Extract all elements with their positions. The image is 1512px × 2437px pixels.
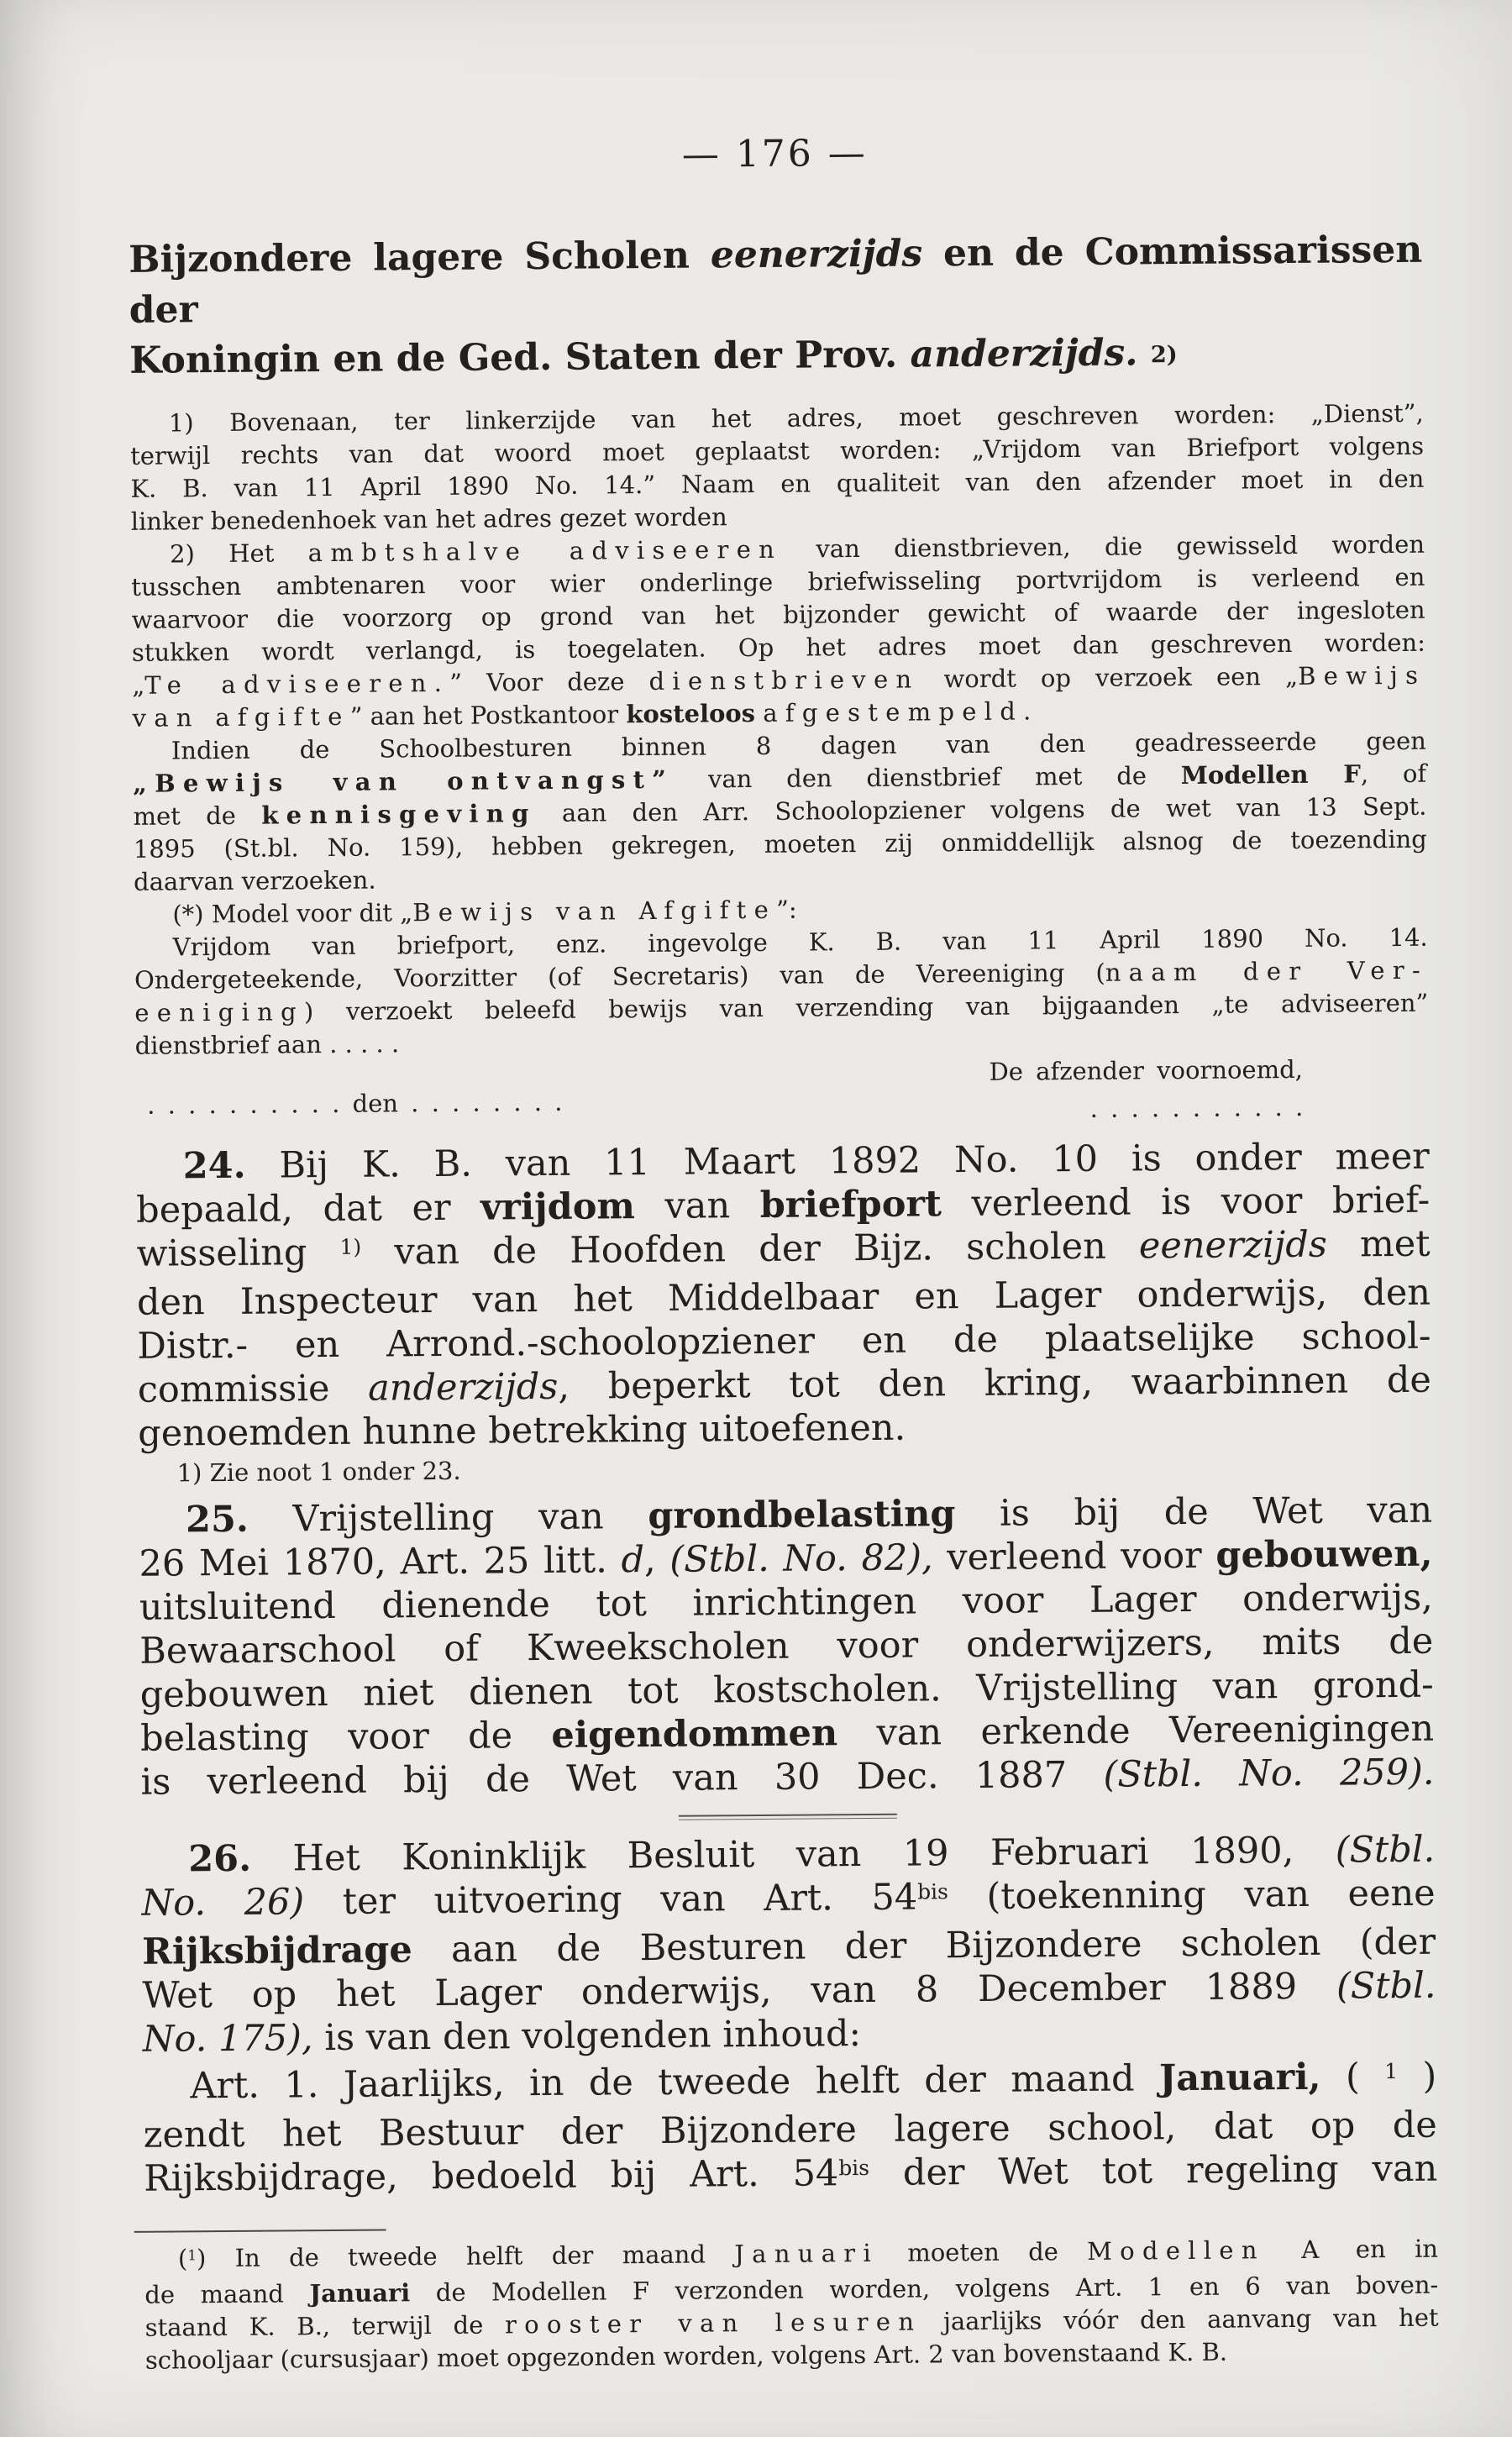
form-signature-dots: . . . . . . . . . . . — [1089, 1092, 1304, 1123]
text-line — [144, 2147, 1437, 2206]
text-run: 2) Het — [169, 538, 308, 569]
footnote-separator-rule — [134, 2230, 386, 2233]
text-run: , — [643, 1538, 670, 1582]
text-run: belasting voor de — [139, 1714, 552, 1760]
text-run: 1 — [187, 2245, 197, 2263]
text-run: schooljaar (cursusjaar) moet opgezonden worden, volgens Art. 2 van bovenstaand K. B. — [144, 2337, 1228, 2375]
text-run: ambtshalve adviseeren — [307, 534, 783, 568]
text-run: briefport — [759, 1183, 942, 1226]
text-run: den Inspecteur van het Middelbaar en Lager onderwijs, den — [136, 1271, 1431, 1324]
text-run: moeten de — [878, 2236, 1088, 2267]
form-left — [135, 1059, 563, 1143]
text-run: commissie — [137, 1367, 369, 1411]
text-run: Koningin en de Ged. Staten der Prov. — [129, 333, 911, 382]
text-run: Te adviseeren. — [144, 668, 450, 700]
text-run: 24. — [182, 1144, 246, 1188]
text-run: ( — [177, 2244, 188, 2273]
text-run: verleend is voor brief- — [941, 1179, 1431, 1226]
model-form-block — [135, 1053, 1430, 1143]
paragraph-26 — [141, 1828, 1436, 2061]
text-run: Modellen A — [1087, 2235, 1327, 2266]
page-heading — [129, 225, 1423, 391]
text-run: waarvoor die voorzorg op grond van het bijzonder gewicht of waarde der ingesloten — [131, 595, 1425, 634]
page-number: — 176 — — [681, 131, 869, 176]
text-run: de Modellen F verzonden worden, volgens Art. 1 en 6 van boven- — [410, 2270, 1439, 2308]
text-run: aan de Besturen der Bijzondere scholen (der — [412, 1920, 1436, 1972]
text-run: anderzijds — [367, 1365, 559, 1410]
text-run: Modellen F — [1180, 759, 1362, 790]
text-run: eigendommen — [551, 1712, 838, 1757]
text-run: ” Voor deze — [449, 666, 649, 697]
text-run: afgestempeld. — [763, 696, 1039, 727]
text-run: rooster van lesuren — [504, 2307, 922, 2340]
text-run: grondbelasting — [648, 1493, 956, 1538]
text-run: 1895 (St.bl. No. 159), hebben gekregen, moeten zij onmiddellijk alsnog de toezending — [133, 824, 1427, 864]
text-run: is bij de Wet van — [955, 1489, 1433, 1536]
text-run: jaarlijks vóór den aanvang van het — [921, 2303, 1439, 2336]
text-run: gebouwen, — [1215, 1532, 1433, 1577]
section-divider-rule — [679, 1814, 897, 1820]
footnote-block — [144, 2233, 1439, 2377]
text-run: Rijksbijdrage, bedoeld bij Art. 54 — [144, 2152, 839, 2200]
text-run — [755, 699, 763, 727]
text-run: No. 175), — [142, 2017, 313, 2061]
text-run: ) — [1397, 2055, 1437, 2098]
text-run: eenerzijds — [1138, 1223, 1328, 1268]
text-run: bis — [917, 1878, 948, 1904]
text-line — [129, 326, 1423, 391]
text-run: „Bewijs van ontvangst” — [133, 764, 675, 798]
form-right — [989, 1053, 1429, 1137]
text-run: uitsluitend dienende tot inrichtingen voor Lager onderwijs, — [139, 1576, 1434, 1629]
text-run: „ — [132, 670, 145, 700]
text-run: 25. — [185, 1498, 249, 1542]
text-run: , of — [1360, 759, 1427, 789]
text-run: van erkende Vereenigingen — [837, 1707, 1435, 1755]
text-run: dienstbrieven — [648, 664, 920, 696]
form-den-line: . . . . . . . . . . den . . . . . . . . — [147, 1087, 563, 1120]
text-run: bepaald, dat er — [135, 1186, 481, 1232]
text-run: is verleend bij de Wet van 30 Dec. 1887 — [140, 1753, 1104, 1804]
text-run: van afgifte — [132, 701, 350, 733]
text-run: der Wet tot regeling van — [869, 2147, 1438, 2194]
text-run: Rijksbijdrage — [141, 1929, 412, 1973]
text-run: ” aan het Postkantoor — [349, 700, 627, 731]
text-run: verleend voor — [932, 1534, 1216, 1579]
text-run: Vrijstelling van — [248, 1495, 648, 1541]
text-run: (Stbl. No. 82), — [669, 1536, 933, 1581]
text-run: Wet op het Lager onderwijs, van 8 December 1889 — [142, 1965, 1337, 2017]
text-run: ) In de tweede helft der maand — [196, 2240, 735, 2273]
text-run: 1) Zie noot 1 onder 23. — [176, 1456, 461, 1488]
text-run: en de Commissarissen der — [129, 228, 1423, 332]
text-run: Ondergeteekende, Voorzitter (of Secretaris) van de Vereeniging ( — [134, 958, 1105, 995]
text-run: van den dienstbrief met de — [674, 761, 1181, 794]
text-run: Indien de Schoolbesturen binnen 8 dagen van den geadresseerde geen — [171, 726, 1426, 765]
paragraph-24 — [136, 1135, 1432, 1456]
text-run: staand K. B., terwijl de — [144, 2310, 506, 2342]
text-run: Bij K. B. van 11 Maart 1892 No. 10 is onder meer — [245, 1135, 1430, 1187]
text-run: daarvan verzoeken. — [133, 865, 376, 896]
text-run: 1 — [1384, 2058, 1399, 2083]
text-run: linker benedenhoek van het adres gezet worden — [130, 502, 727, 536]
text-run: bis — [838, 2155, 870, 2180]
text-run: is van den volgenden inhoud: — [312, 2013, 862, 2060]
text-run: van dienstbrieven, die gewisseld worden — [781, 529, 1425, 564]
text-run: Bewijs — [1297, 660, 1426, 691]
text-run: van — [634, 1184, 760, 1228]
text-run: 26. — [188, 1837, 252, 1881]
text-line — [138, 1402, 1431, 1456]
text-run: , beperkt tot den kring, waarbinnen de — [558, 1358, 1432, 1408]
text-run: 1) Bovenaan, ter linkerzijde van het adres, moet geschreven worden: „Dienst”, — [168, 398, 1424, 438]
text-run: Het Koninklijk Besluit van 19 Februari 1890, — [250, 1829, 1336, 1880]
text-run: gebouwen niet dienen tot kostscholen. Vrijstelling van grond- — [139, 1663, 1434, 1716]
text-column — [0, 127, 1512, 2378]
text-run: van de Hoofden der Bijz. scholen — [361, 1225, 1140, 1274]
text-run: ter uitvoering van Art. 54 — [303, 1876, 918, 1924]
text-run: Art. 1. Jaarlijks, in de tweede helft der maand — [190, 2057, 1160, 2108]
text-run: en in — [1326, 2234, 1439, 2264]
text-run: 2) — [1150, 341, 1178, 369]
text-run: Bewaarschool of Kweekscholen voor onderwijzers, mits de — [139, 1620, 1434, 1673]
text-run: ) verzoekt beleefd bewijs van verzending van bijgaanden „te adviseeren” — [303, 988, 1429, 1027]
text-run: ”: — [775, 895, 797, 924]
text-run: d — [621, 1539, 645, 1582]
text-run: No. 26) — [141, 1881, 305, 1925]
text-run: dienstbrief aan . . . . . — [134, 1029, 400, 1060]
text-run — [1137, 331, 1151, 374]
text-run: kosteloos — [626, 698, 756, 729]
text-run: 26 Mei 1870, Art. 25 litt. — [139, 1539, 622, 1585]
text-run: naam der Ver- — [1105, 955, 1429, 987]
form-sender-line: De afzender voornoemd, — [989, 1054, 1304, 1086]
text-run: ( — [1320, 2056, 1385, 2098]
text-run: (toekenning van eene — [948, 1872, 1436, 1919]
text-run: vrijdom — [480, 1185, 636, 1229]
text-run: genoemden hunne betrekking uitoefenen. — [138, 1406, 906, 1455]
text-run: eenerzijds — [710, 232, 923, 277]
text-run: eeniging — [134, 997, 305, 1027]
text-run: 1) — [339, 1234, 362, 1259]
text-line — [140, 1751, 1434, 1804]
text-run: terwijl rechts van dat woord moet geplaatst worden: „Vrijdom van Briefport volgens — [129, 431, 1425, 470]
text-line — [129, 225, 1423, 336]
text-line — [143, 2008, 1436, 2061]
text-run: de maand — [144, 2279, 310, 2309]
text-run: zendt het Bestuur der Bijzondere lagere school, dat op de — [143, 2103, 1437, 2156]
text-run: K. B. van 11 April 1890 No. 14.” Naam en qualiteit van den afzender moet in den — [130, 464, 1425, 503]
text-run: wordt op verzoek een „ — [919, 661, 1299, 694]
text-run: tusschen ambtenaren voor wier onderlinge briefwisseling portvrijdom is verleend en — [131, 562, 1425, 601]
article-1-paragraph — [143, 2055, 1437, 2206]
text-run: kennisgeving — [261, 799, 537, 830]
text-run: wisseling — [136, 1231, 340, 1275]
notes-block — [130, 397, 1429, 1063]
text-run: stukken wordt verlangd, is toegelaten. Op het adres moet dan geschreven worden: — [131, 628, 1426, 667]
text-run: met — [1326, 1222, 1431, 1266]
text-run: Vrijdom van briefport, enz. ingevolge K. B. van 11 April 1890 No. 14. — [172, 922, 1428, 962]
text-run: (Stbl. — [1336, 1964, 1436, 2008]
paragraph-25 — [139, 1489, 1435, 1804]
text-run: Bewijs van Afgifte — [412, 895, 777, 927]
text-run: Distr.- en Arrond.-schoolopziener en de plaatselijke school- — [137, 1315, 1431, 1368]
text-run: Januari — [734, 2238, 879, 2269]
text-run: (*) Model voor dit „ — [172, 898, 413, 929]
text-run: (Stbl. No. 259). — [1103, 1751, 1435, 1796]
text-run: Januari — [309, 2278, 411, 2308]
text-run: Bijzondere lagere Scholen — [129, 234, 711, 281]
text-run: (Stbl. — [1335, 1828, 1436, 1872]
text-run: Januari, — [1158, 2056, 1321, 2100]
text-run: met de — [133, 801, 262, 831]
text-run: aan den Arr. Schoolopziener volgens de wet van 13 Sept. — [536, 791, 1427, 828]
text-run: anderzijds. — [910, 331, 1138, 376]
